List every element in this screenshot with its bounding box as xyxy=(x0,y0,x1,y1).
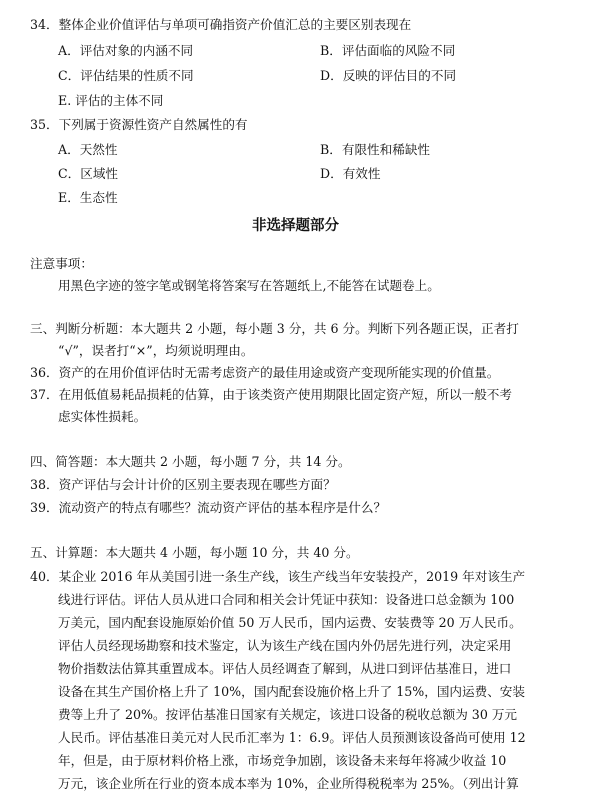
part3-heading: 三、判断分析题：本大题共 2 小题，每小题 3 分，共 6 分。判断下列各题正误，正者打 xyxy=(30,321,519,336)
question-35-option-d: D．有效性 xyxy=(320,166,381,181)
question-35-option-a: A．天然性 xyxy=(58,142,118,157)
question-40-line: 万元，该企业所在行业的资本成本率为 10%，企业所得税税率为 25%。（列出计算 xyxy=(58,776,519,791)
question-37: 37．在用低值易耗品损耗的估算，由于该类资产使用期限比固定资产短，所以一般不考 xyxy=(30,387,512,402)
question-38: 38．资产评估与会计计价的区别主要表现在哪些方面？ xyxy=(30,477,336,492)
question-40-line: 费等上升了 20%。按评估基准日国家有关规定，该进口设备的税收总额为 30 万元 xyxy=(58,707,518,722)
question-34-option-c: C．评估结果的性质不同 xyxy=(58,68,194,83)
part5-heading: 五、计算题：本大题共 4 小题，每小题 10 分，共 40 分。 xyxy=(30,545,359,560)
question-40-line: 人民币。评估基准日美元对人民币汇率为 1：6.9。评估人员预测该设备尚可使用 12 xyxy=(58,730,526,745)
question-40-line: 万美元，国内配套设施原始价值 50 万人民币，国内运费、安装费等 20 万人民币。 xyxy=(58,615,522,630)
part3-heading-cont: “√”，误者打“×”，均须说明理由。 xyxy=(58,343,254,358)
question-35-option-b: B．有限性和稀缺性 xyxy=(320,142,431,157)
question-40-line: 评估人员经现场勘察和技术鉴定，认为该生产线在国内外仍居先进行列，决定采用 xyxy=(58,638,512,653)
question-36: 36．资产的在用价值评估时无需考虑资产的最佳用途或资产变现所能实现的价值量。 xyxy=(30,365,500,380)
question-35-option-c: C．区域性 xyxy=(58,166,119,181)
notice-body: 用黑色字迹的签字笔或钢笔将答案写在答题纸上,不能答在试题卷上。 xyxy=(58,278,440,293)
notice-heading: 注意事项： xyxy=(30,256,93,271)
question-35-option-e: E．生态性 xyxy=(58,190,118,205)
question-34-stem: 34．整体企业价值评估与单项可确指资产价值汇总的主要区别表现在 xyxy=(30,17,412,32)
question-35-stem: 35．下列属于资源性资产自然属性的有 xyxy=(30,117,248,132)
question-37-cont: 虑实体性损耗。 xyxy=(58,409,147,424)
question-34-option-e: E. 评估的主体不同 xyxy=(58,93,164,108)
question-40-line: 物价指数法估算其重置成本。评估人员经调查了解到，从进口到评估基准日，进口 xyxy=(58,661,512,676)
question-40-line: 设备在其生产国价格上升了 10%，国内配套设施价格上升了 15%，国内运费、安装 xyxy=(58,684,525,699)
question-40-line: 40．某企业 2016 年从美国引进一条生产线，该生产线当年安装投产，2019 年对该生产 xyxy=(30,569,526,584)
question-40-line: 线进行评估。评估人员从进口合同和相关会计凭证中获知：设备进口总金额为 100 xyxy=(58,592,515,607)
question-39: 39．流动资产的特点有哪些？流动资产评估的基本程序是什么？ xyxy=(30,500,387,515)
part4-heading: 四、简答题：本大题共 2 小题，每小题 7 分，共 14 分。 xyxy=(30,454,351,469)
question-34-option-b: B．评估面临的风险不同 xyxy=(320,43,456,58)
question-34-option-a: A．评估对象的内涵不同 xyxy=(58,43,194,58)
question-40-line: 年，但是，由于原材料价格上涨，市场竞争加剧，该设备未来每年将减少收益 10 xyxy=(58,753,507,768)
section-title: 非选择题部分 xyxy=(252,218,339,234)
question-34-option-d: D．反映的评估目的不同 xyxy=(320,68,457,83)
